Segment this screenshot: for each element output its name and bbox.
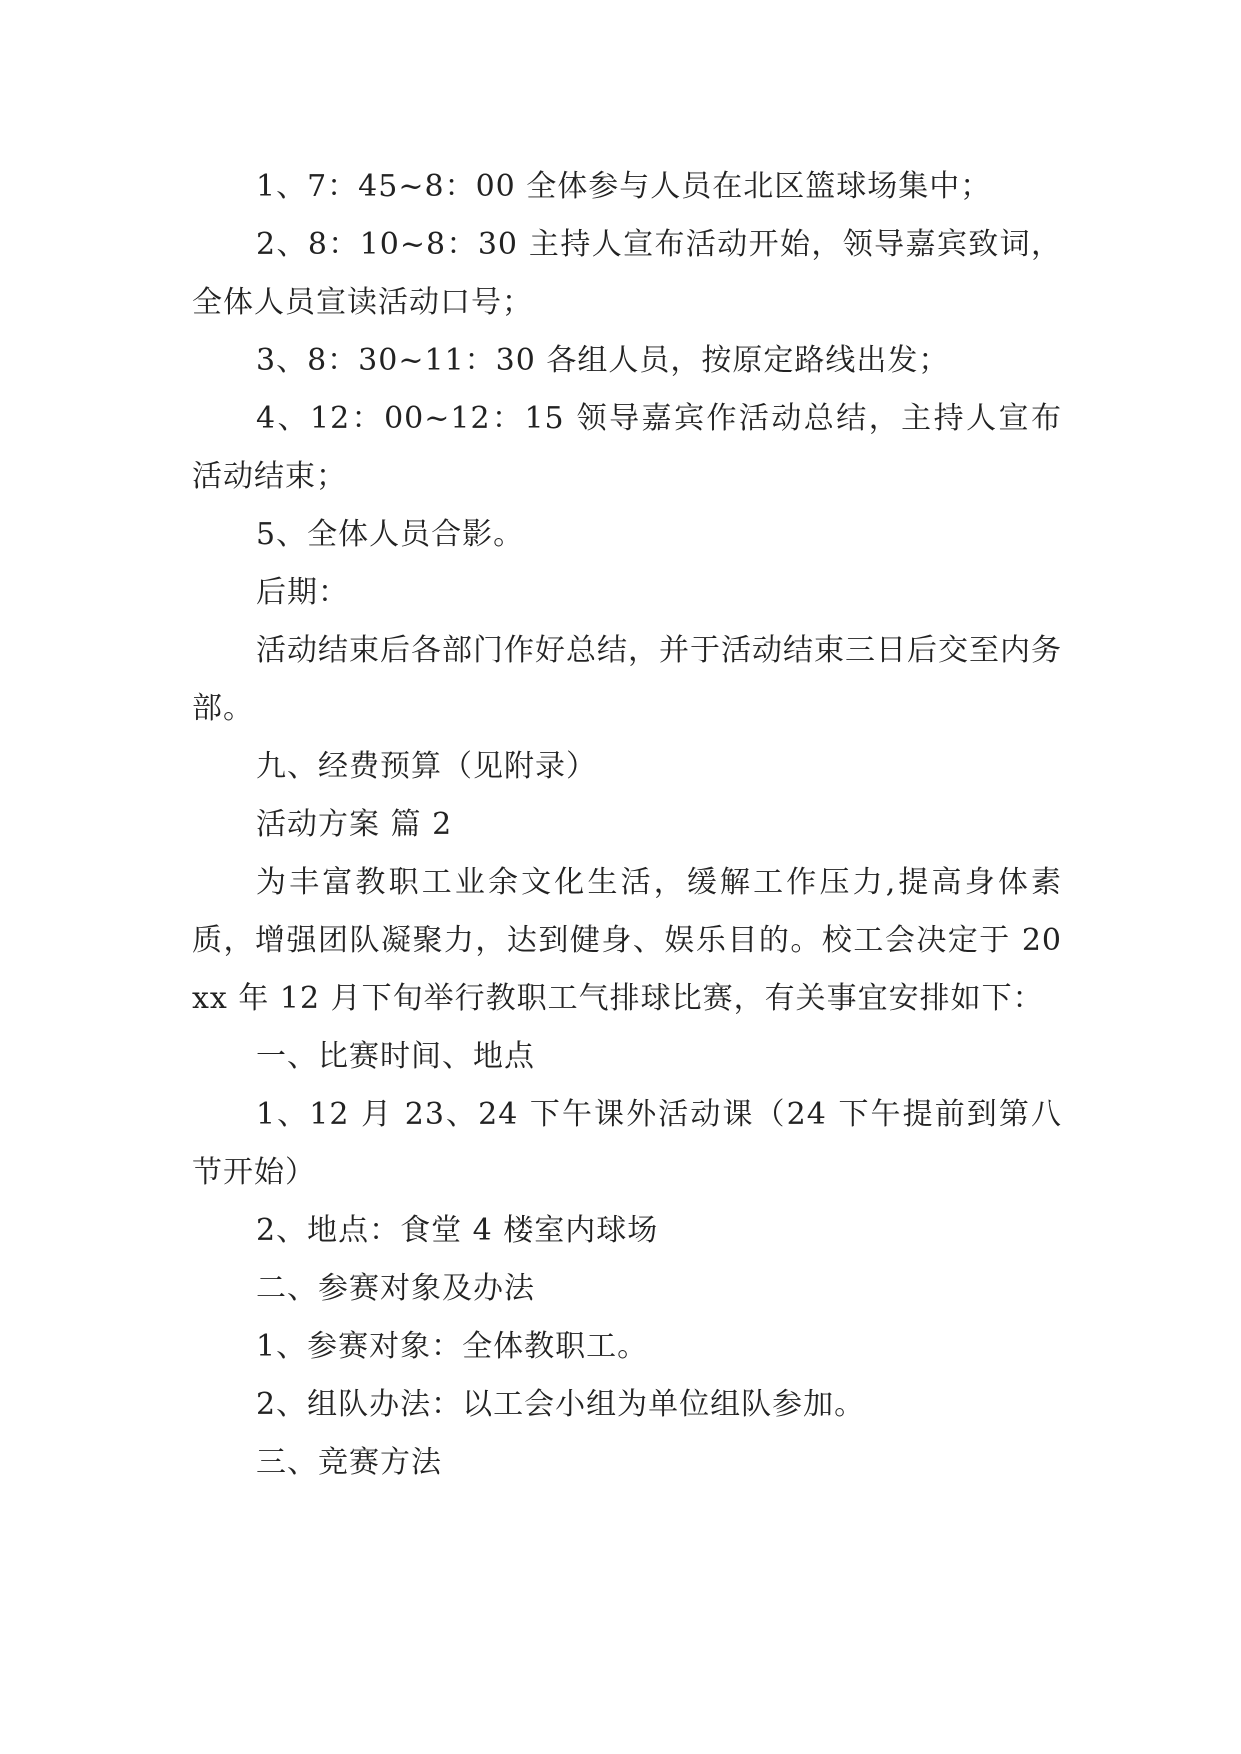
paragraph: 三、竞赛方法 [256,1445,442,1480]
paragraph: 二、参赛对象及办法 [256,1271,535,1306]
paragraph: 2、组队办法：以工会小组为单位组队参加。 [256,1387,866,1422]
paragraph: 2、8：10~8：30 主持人宣布活动开始，领导嘉宾致词，全体人员宣读活动口号； [192,227,1062,320]
paragraph: 为丰富教职工业余文化生活，缓解工作压力,提高身体素质，增强团队凝聚力，达到健身、娱乐目的。校工会决定于 20xx 年 12 月下旬举行教职工气排球比赛，有关事宜安排如下： [192,865,1062,1016]
paragraph: 1、12 月 23、24 下午课外活动课（24 下午提前到第八节开始） [192,1097,1062,1190]
paragraph: 1、7：45~8：00 全体参与人员在北区篮球场集中； [256,169,992,204]
paragraph: 4、12：00~12：15 领导嘉宾作活动总结，主持人宣布活动结束； [192,401,1062,494]
document-body [192,158,1062,1492]
paragraph: 活动结束后各部门作好总结，并于活动结束三日后交至内务部。 [192,633,1062,726]
paragraph: 5、全体人员合影。 [256,517,525,552]
paragraph: 1、参赛对象：全体教职工。 [256,1329,649,1364]
paragraph: 一、比赛时间、地点 [256,1039,535,1074]
paragraph: 2、地点：食堂 4 楼室内球场 [256,1213,659,1248]
paragraph: 九、经费预算（见附录） [256,749,597,784]
paragraph: 后期： [256,575,349,610]
section-heading: 活动方案 篇 2 [256,807,453,842]
paragraph: 3、8：30~11：30 各组人员，按原定路线出发； [256,343,950,378]
